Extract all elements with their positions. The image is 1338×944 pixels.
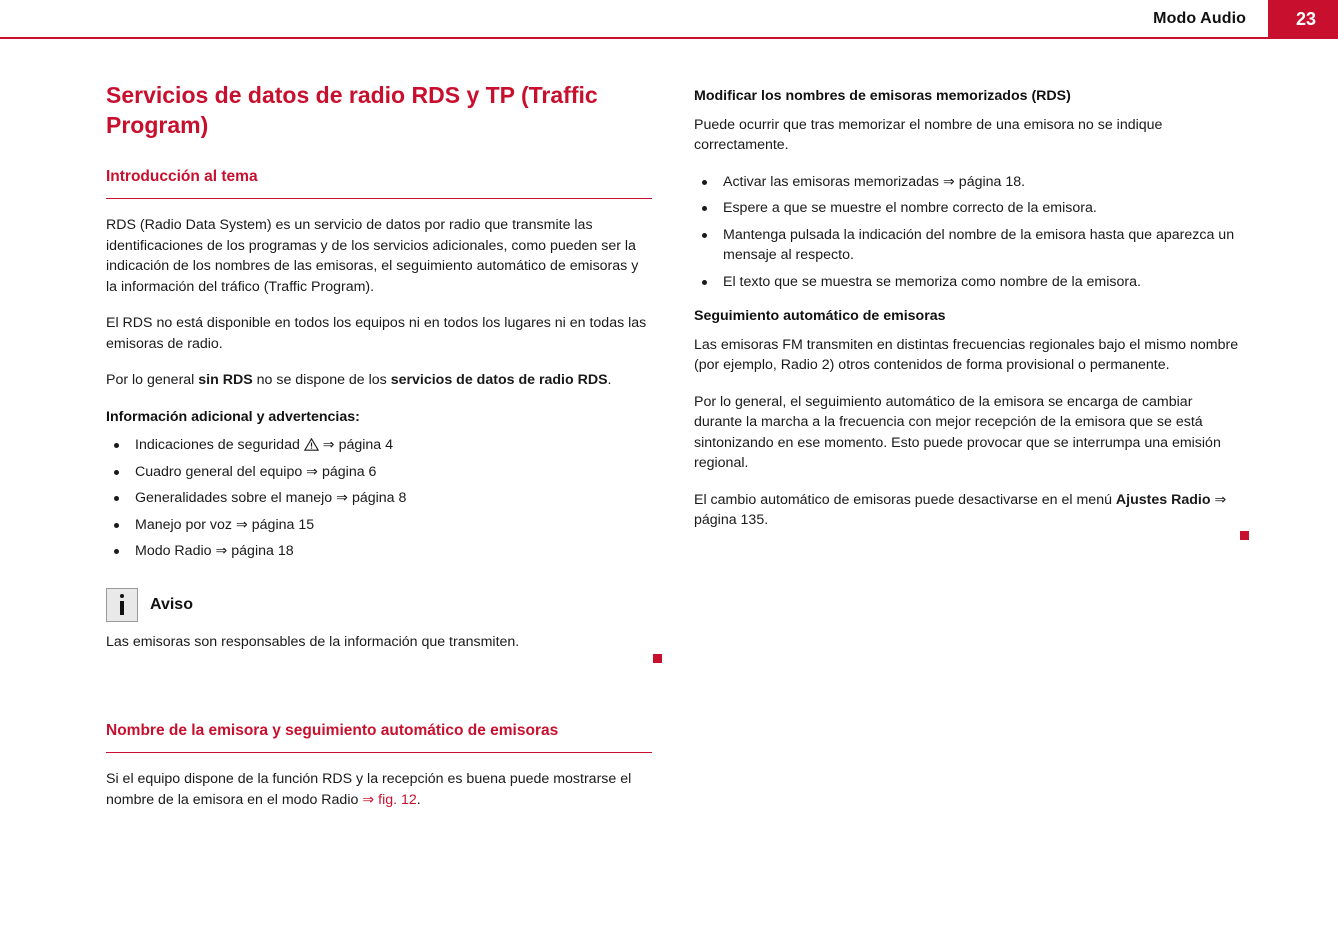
info-icon [106, 588, 138, 622]
paragraph-memorize-issue: Puede ocurrir que tras memorizar el nombre de una emisora no se indique correctamente. [694, 116, 1163, 153]
paragraph-rds-availability: El RDS no está disponible en todos los equipos ni en todos los lugares ni en todas las emisoras de radio. [106, 315, 647, 352]
paragraph-rds-definition: RDS (Radio Data System) es un servicio de datos por radio que transmite las identificaciones de los programas y de los servicios adicionales, como pueden ser la indicación de los nombres de las emisoras, el seguimiento automático de emisoras y la información del tráfico (Traffic Program). [106, 217, 639, 295]
figure-reference-link[interactable]: ⇒ fig. 12 [362, 791, 417, 808]
end-of-section-marker [653, 654, 662, 663]
end-of-section-marker [1240, 531, 1249, 540]
additional-info-heading: Información adicional y advertencias: [106, 408, 360, 425]
left-column [106, 80, 652, 826]
subsection-heading-station-name: Nombre de la emisora y seguimiento automático de emisoras [106, 722, 559, 739]
page-title: Servicios de datos de radio RDS y TP (Traffic Program) [106, 82, 598, 138]
page-number: 23 [1295, 9, 1316, 29]
list-item: El texto que se muestra se memoriza como nombre de la emisora. [694, 272, 1240, 293]
heading-divider-2 [106, 752, 652, 753]
text-run: Si el equipo dispone de la función RDS y la recepción es buena puede mostrarse el nombre de la emisora en el modo Radio [106, 771, 632, 808]
text-run: no se dispone de los [252, 372, 391, 388]
page-header [0, 0, 1338, 38]
list-item: Mantenga pulsada la indicación del nombre de la emisora hasta que aparezca un mensaje al respecto. [694, 225, 1240, 266]
paragraph-without-rds [106, 370, 652, 391]
warning-triangle-icon [304, 438, 319, 451]
text-run: . [416, 791, 421, 808]
list-item: Activar las emisoras memorizadas ⇒ página 18. [694, 172, 1240, 193]
header-divider [0, 37, 1268, 39]
text-run: ⇒ página 135. [694, 491, 1227, 528]
heading-modify-station-names: Modificar los nombres de emisoras memorizados (RDS) [694, 88, 1071, 104]
heading-auto-tracking: Seguimiento automático de emisoras [694, 308, 946, 324]
text-bold-ajustes-radio: Ajustes Radio [1115, 491, 1211, 508]
header-title: Modo Audio [1153, 10, 1246, 27]
text-run: . [607, 372, 612, 388]
paragraph-auto-tracking-detail: Por lo general, el seguimiento automático de la emisora se encarga de cambiar durante la marcha a la frecuencia con mejor recepción de la emisora que se está sintonizando en ese momento. Esto puede provocar que se interrumpa una emisión regional. [694, 393, 1221, 471]
list-item-label: Indicaciones de seguridad [135, 437, 300, 453]
notice-label: Aviso [150, 595, 193, 613]
list-item: Espere a que se muestre el nombre correcto de la emisora. [694, 198, 1240, 219]
steps-list [694, 172, 1240, 293]
list-item: Generalidades sobre el manejo ⇒ página 8 [106, 488, 652, 509]
text-bold-servicios: servicios de datos de radio RDS [390, 372, 608, 388]
list-item: Manejo por voz ⇒ página 15 [106, 515, 652, 536]
right-column [694, 86, 1240, 547]
notice-header [106, 588, 652, 622]
list-item [106, 435, 652, 456]
list-item: Modo Radio ⇒ página 18 [106, 541, 652, 562]
paragraph-disable-auto-change [694, 490, 1240, 531]
list-item: Cuadro general del equipo ⇒ página 6 [106, 462, 652, 483]
notice-text: Las emisoras son responsables de la información que transmiten. [106, 633, 520, 650]
subsection-heading-intro: Introducción al tema [106, 168, 258, 185]
text-run: Por lo general [106, 372, 199, 388]
cross-reference-list [106, 435, 652, 562]
text-run: El cambio automático de emisoras puede desactivarse en el menú [694, 491, 1116, 508]
text-bold-sin-rds: sin RDS [198, 372, 253, 388]
list-item-reference: ⇒ página 4 [322, 437, 394, 453]
paragraph-fm-frequencies: Las emisoras FM transmiten en distintas frecuencias regionales bajo el mismo nombre (por ejemplo, Radio 2) otros contenidos de forma provisional o permanente. [694, 336, 1239, 373]
heading-divider [106, 198, 652, 199]
paragraph-station-name [106, 769, 652, 810]
